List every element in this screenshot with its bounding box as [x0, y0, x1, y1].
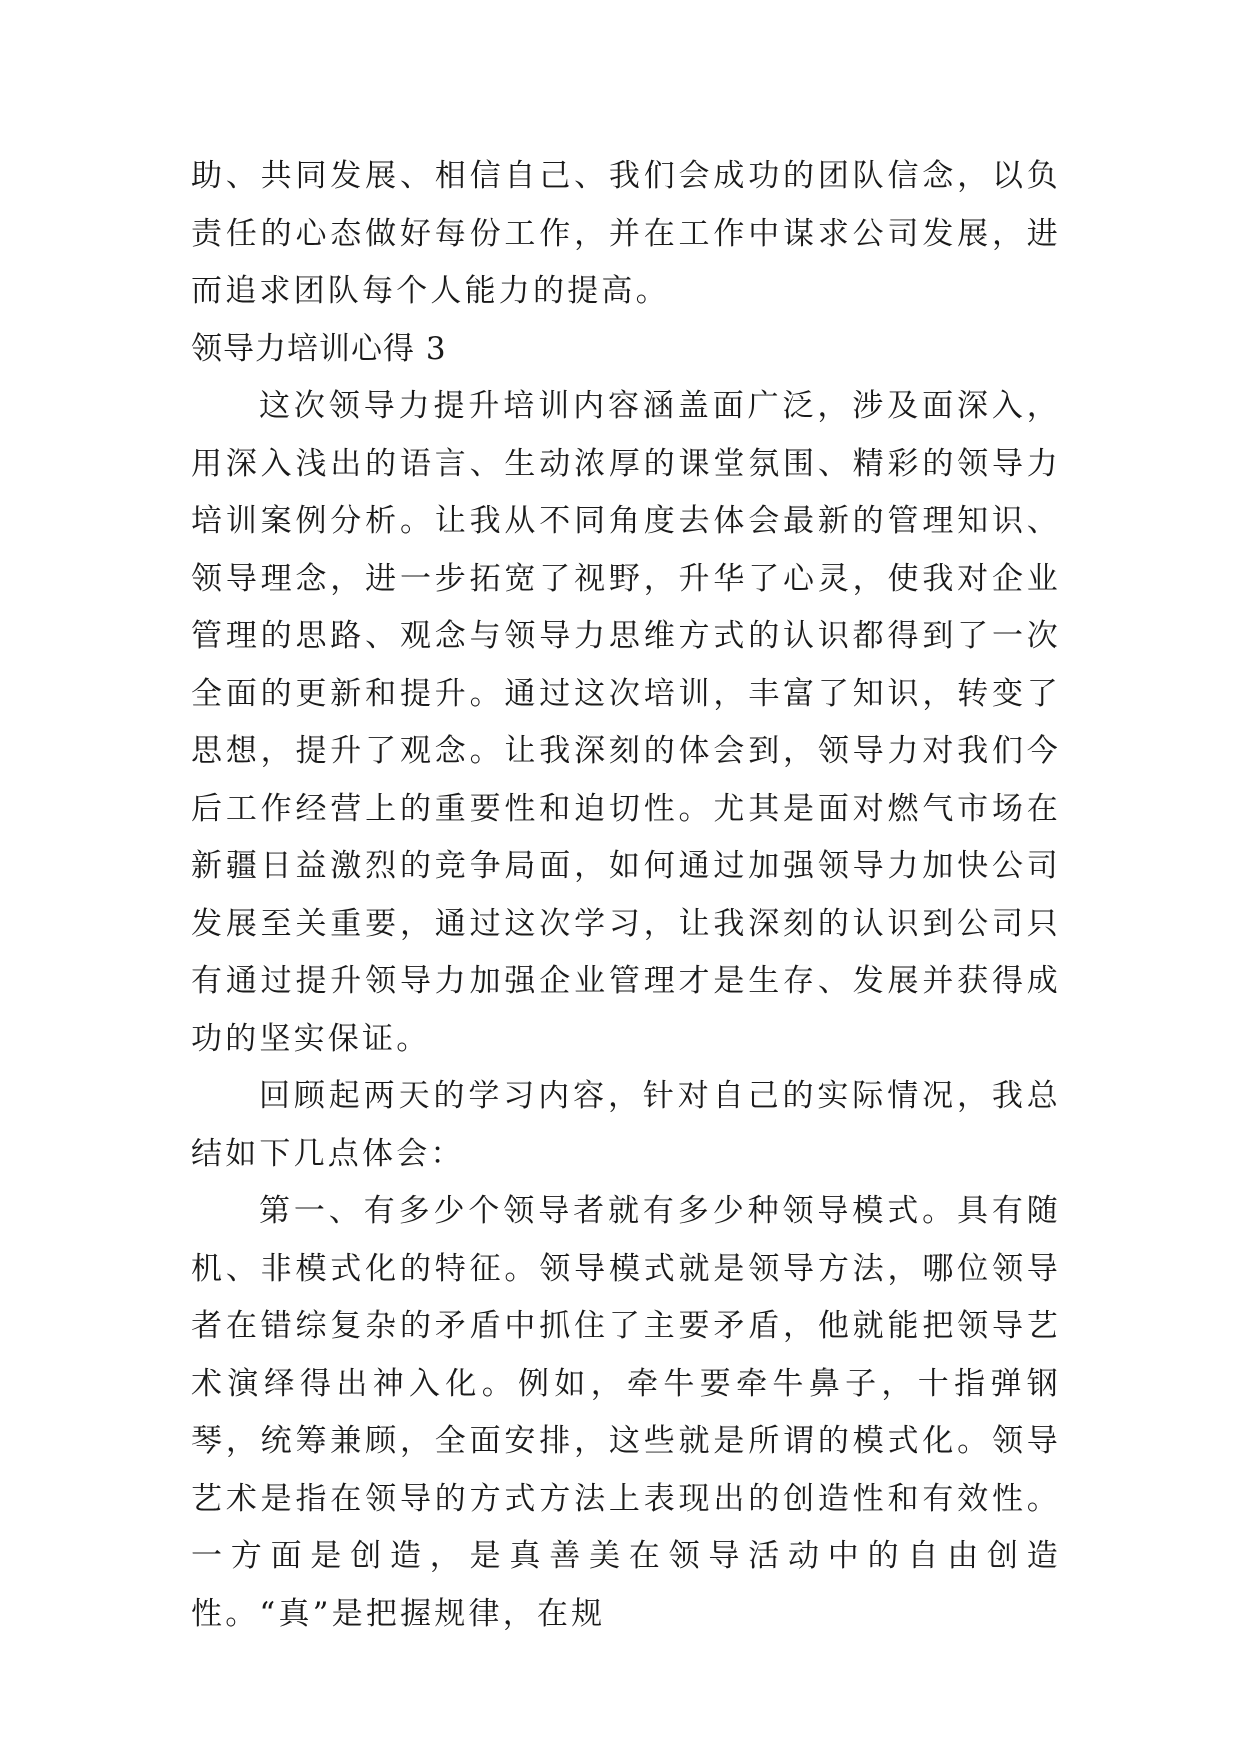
- paragraph-continuation: 助、共同发展、相信自己、我们会成功的团队信念，以负责任的心态做好每份工作，并在工作中谋求公司发展，进而追求团队每个人能力的提高。: [191, 158, 1061, 309]
- section-heading: 领导力培训心得 3: [191, 330, 447, 367]
- paragraph-training-overview: 这次领导力提升培训内容涵盖面广泛，涉及面深入，用深入浅出的语言、生动浓厚的课堂氛围、精彩的领导力培训案例分析。让我从不同角度去体会最新的管理知识、领导理念，进一步拓宽了视野，升华了心灵，使我对企业管理的思路、观念与领导力思维方式的认识都得到了一次全面的更新和提升。通过这次培训，丰富了知识，转变了思想，提升了观念。让我深刻的体会到，领导力对我们今后工作经营上的重要性和迫切性。尤其是面对燃气市场在新疆日益激烈的竞争局面，如何通过加强领导力加快公司发展至关重要，通过这次学习，让我深刻的认识到公司只有通过提升领导力加强企业管理才是生存、发展并获得成功的坚实保证。: [191, 388, 1061, 1057]
- document-body: [191, 148, 1061, 1643]
- paragraph-point-one: 第一、有多少个领导者就有多少种领导模式。具有随机、非模式化的特征。领导模式就是领导方法，哪位领导者在错综复杂的矛盾中抓住了主要矛盾，他就能把领导艺术演绎得出神入化。例如，牵牛要牵牛鼻子，十指弹钢琴，统筹兼顾，全面安排，这些就是所谓的模式化。领导艺术是指在领导的方式方法上表现出的创造性和有效性。一方面是创造，是真善美在领导活动中的自由创造性。“真”是把握规律，在规: [191, 1193, 1061, 1632]
- paragraph-summary-intro: 回顾起两天的学习内容，针对自己的实际情况，我总结如下几点体会：: [191, 1078, 1061, 1172]
